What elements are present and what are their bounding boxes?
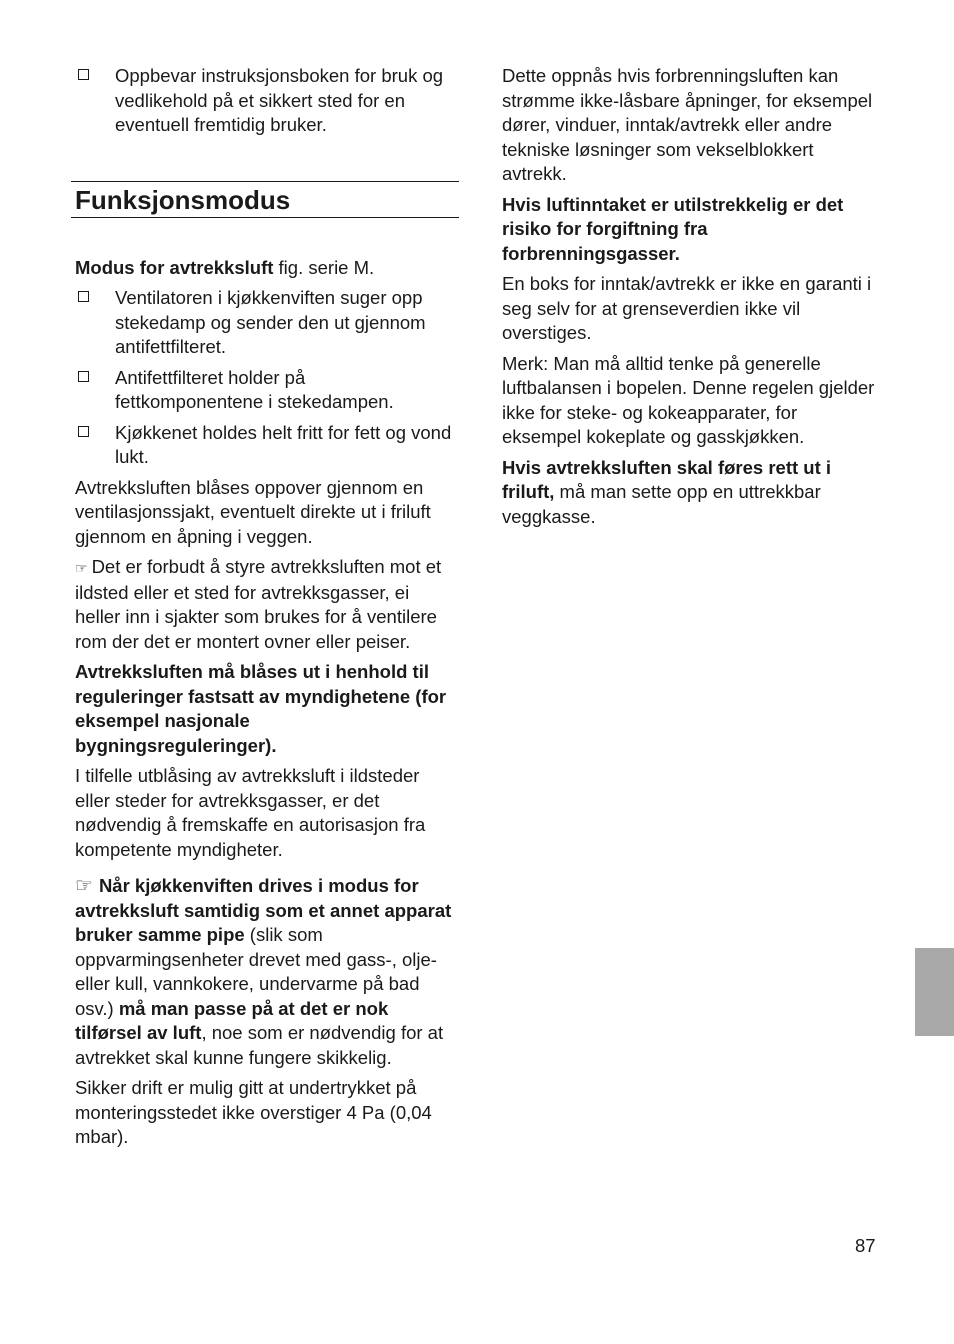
checkbox-bullet-icon [78,291,89,302]
note-bold-2: må man passe på at det er nok tilførsel av luft [75,997,389,1043]
box-guarantee-paragraph: En boks for inntak/avtrekk er ikke en garanti i seg selv for at grenseverdien ikke vil overstiges. [502,273,872,343]
warning-paragraph [75,555,455,654]
air-balance-note: Merk: Man må alltid tenke på generelle luftbalansen i bopelen. Denne regelen gjelder ikke for steke- og kokeapparater, for eksempel kokeplate og gasskjøkken. [502,352,875,447]
list-item [75,64,455,138]
bullet-text: Antifettfilteret holder på fettkomponentene i stekedampen. [115,366,394,412]
left-column [75,64,455,1156]
pressure-paragraph: Sikker drift er mulig gitt at undertrykket på monteringsstedet ikke overstiger 4 Pa (0,04 mbar). [75,1077,432,1147]
shared-pipe-note [75,874,455,1070]
pointing-hand-icon: ☞ [75,560,88,576]
chapter-tab-marker [915,948,954,1036]
page-number: 87 [855,1235,876,1256]
checkbox-bullet-icon [78,69,89,80]
note-bold-1: Når kjøkkenviften drives i modus for avtrekksluft samtidig som et annet apparat bruker samme pipe [75,875,452,945]
list-item [75,366,455,415]
note-text-1: (slik som oppvarmingsenheter drevet med gass-, olje- eller kull, vannkokere, undervarme på bad osv.) [75,924,437,1019]
pointing-hand-icon: ☞ [75,875,93,897]
mode-label [75,256,455,281]
wall-box-rest: må man sette opp en uttrekkbar veggkasse. [502,481,821,527]
bullet-text: Kjøkkenet holdes helt fritt for fett og vond lukt. [115,421,452,467]
wall-box-bold: Hvis avtrekksluften skal føres rett ut i friluft, [502,456,832,502]
list-item [75,286,455,360]
intro-bullet-text: Oppbevar instruksjonsboken for bruk og vedlikehold på et sikkert sted for en eventuell fremtidig bruker. [115,65,444,135]
list-item [75,421,455,470]
right-column [502,64,878,535]
regulations-paragraph: Avtrekksluften må blåses ut i henhold til reguleringer fastsatt av myndighetene (for eksempel nasjonale bygningsreguleringer). [75,661,447,756]
note-text-2: , noe som er nødvendig for at avtrekket skal kunne fungere skikkelig. [75,1022,444,1068]
bullet-text: Ventilatoren i kjøkkenviften suger opp stekedamp og sender den ut gjennom antifettfilteret. [115,287,426,357]
section-title: Funksjonsmodus [71,181,459,218]
authorization-paragraph: I tilfelle utblåsing av avtrekksluft i ildsteder eller steder for avtrekksgasser, er det nødvendig å fremskaffe en autorisasjon fra kompetente myndigheter. [75,765,426,860]
combustion-air-paragraph: Dette oppnås hvis forbrenningsluften kan strømme ikke-låsbare åpninger, for eksempel dører, vinduer, inntak/avtrekk eller andre tekniske løsninger som vekselblokkert avtrekk. [502,65,873,184]
warning-text: Det er forbudt å styre avtrekksluften mot et ildsted eller et sted for avtrekksgasser, ei heller inn i sjakter som brukes for å ventilere rom der det er montert ovner eller peiser. [75,556,442,652]
wall-box-paragraph [502,456,878,530]
checkbox-bullet-icon [78,371,89,382]
poisoning-warning: Hvis luftinntaket er utilstrekkelig er det risiko for forgiftning fra forbrenningsgasser. [502,193,844,264]
exhaust-paragraph: Avtrekksluften blåses oppover gjennom en ventilasjonssjakt, eventuelt direkte ut i friluft gjennom en åpning i veggen. [75,476,431,547]
mode-label-bold: Modus for avtrekksluft [75,256,274,278]
checkbox-bullet-icon [78,426,89,437]
mode-label-rest: fig. serie M. [273,256,375,278]
